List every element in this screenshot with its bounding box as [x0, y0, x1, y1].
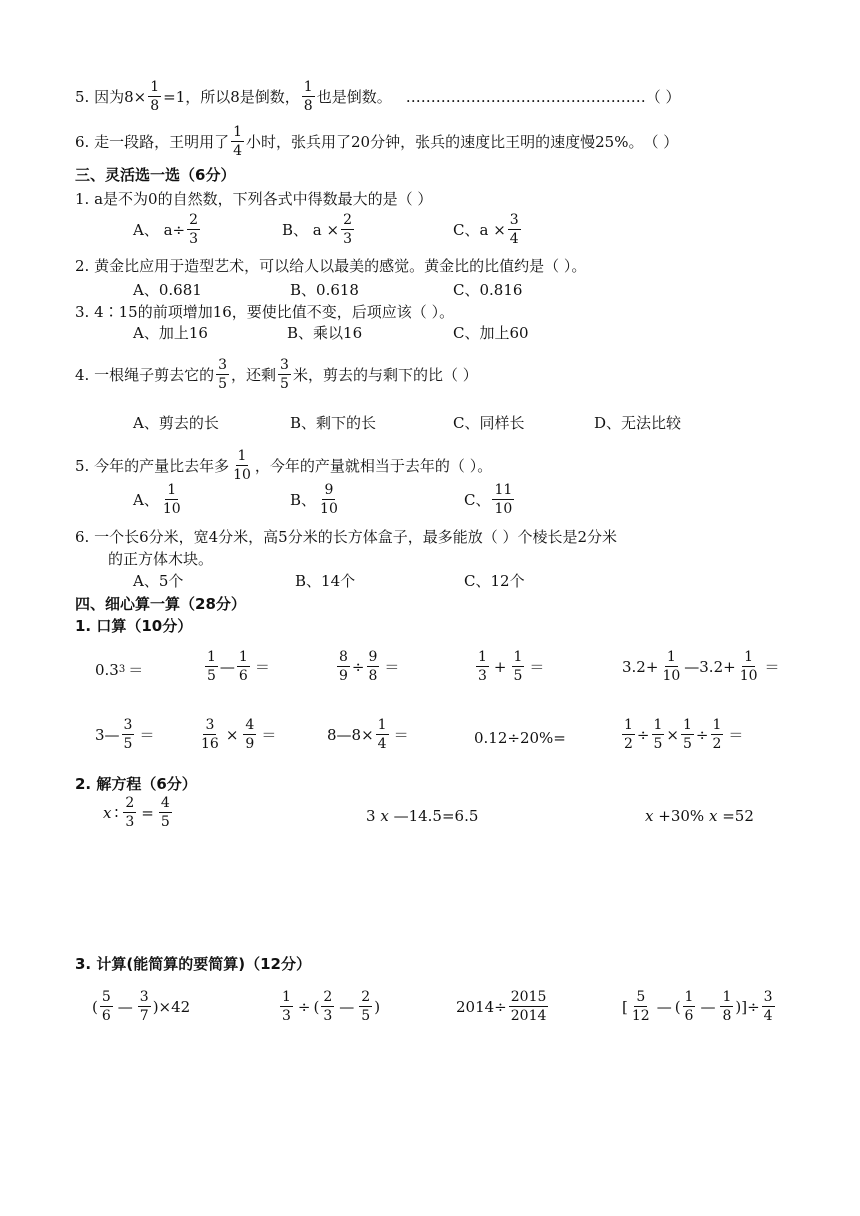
choice-q6-option-b[interactable]: B、14个 [295, 572, 356, 590]
sec4-c1-f2d: 7 [139, 1008, 149, 1024]
sec4-c3-fn: 2015 [510, 989, 547, 1005]
sec4-oral-e10-f2n: 1 [653, 717, 663, 733]
sec4-oral-e10-f4n: 1 [712, 717, 722, 733]
oral-e9: 0.12÷20%= [474, 729, 566, 747]
sec4-oral-e6-fd: 5 [123, 736, 133, 752]
choice-q3-option-b[interactable]: B、乘以16 [287, 324, 363, 342]
answer-paren[interactable]: （ ） [645, 87, 681, 106]
choice-q6-line1: 6. 一个长6分米，宽4分米，高5分米的长方体盒子，最多能放（ ）个棱长是2分米 [75, 528, 618, 546]
sec4-oral-e7-f2n: 4 [245, 717, 255, 733]
sec4-c4-lb: [ [622, 997, 628, 1016]
judge-q6-f-den: 4 [233, 143, 243, 159]
sec4-c4-rb: ]÷ [741, 997, 760, 1016]
choice-q5 [75, 449, 492, 482]
sec4-oral-e3-f1d: 9 [339, 668, 348, 684]
fraction [738, 650, 760, 683]
sec4-c4-f3d: 8 [722, 1008, 732, 1024]
judge-q5 [75, 80, 681, 113]
fraction [720, 990, 733, 1023]
calc-4 [622, 990, 777, 1023]
sec4-eq2-x: x [380, 807, 389, 825]
choice-q5-option-b[interactable] [290, 483, 342, 516]
sec4-c4-f4d: 4 [763, 1008, 773, 1024]
sec3-q4-f1-den: 5 [218, 376, 228, 392]
fraction [622, 718, 635, 751]
choice-q2-option-c[interactable]: C、0.816 [453, 281, 523, 299]
choice-q5-option-a[interactable] [133, 483, 185, 516]
sec4-c2-f1d: 3 [282, 1008, 291, 1024]
fraction [237, 650, 250, 683]
choice-q4-option-a[interactable]: A、剪去的长 [133, 414, 219, 432]
fraction [509, 990, 549, 1023]
choice-q3-option-c[interactable]: C、加上60 [453, 324, 529, 342]
sec4-c4-lp: ( [674, 997, 681, 1016]
choice-q2: 2. 黄金比应用于造型艺术，可以给人以最美的感觉。黄金比的比值约是（ ）。 [75, 257, 587, 275]
sec4-c4-f2n: 1 [684, 989, 694, 1005]
sec4-oral-e1-base: 0.3 [95, 661, 119, 679]
sec4-c4-f2d: 6 [684, 1008, 694, 1024]
sec3-q1-c-pre: C、a × [453, 220, 506, 239]
fraction [280, 990, 293, 1023]
sec3-q5-a-num: 1 [167, 482, 177, 498]
sec4-oral-e10-f1d: 2 [624, 736, 633, 752]
sec4-oral-e10-eq: ＝ [728, 725, 744, 744]
choice-q1-option-b[interactable] [282, 213, 356, 246]
calc-2 [278, 990, 380, 1023]
sec4-c2-op2: — [339, 997, 355, 1016]
sec4-eq2-a: 3 [366, 807, 376, 825]
sec4-oral-e1-eq: ＝ [128, 661, 144, 679]
sec4-c3-fd: 2014 [510, 1008, 547, 1024]
sec4-oral-e5-eq: ＝ [764, 657, 780, 676]
sec4-oral-e10-op2: × [666, 725, 679, 744]
sec4-oral-e2-eq: ＝ [254, 657, 270, 676]
sec4-oral-e7-f1n: 3 [205, 717, 215, 733]
sec4-c2-f3d: 5 [361, 1008, 371, 1024]
sec4-eq3-x1: x [645, 807, 654, 825]
fraction [711, 718, 724, 751]
fraction [492, 483, 514, 516]
choice-q6-option-c[interactable]: C、12个 [464, 572, 525, 590]
fraction [159, 796, 172, 829]
sec4-oral-e8-a: 8—8× [327, 725, 374, 744]
sec4-oral-e3-f1n: 8 [339, 649, 348, 665]
sec4-eq3-post: =52 [722, 807, 754, 825]
sec4-eq1-f2d: 5 [160, 814, 170, 830]
choice-q5-option-c[interactable] [464, 483, 516, 516]
sec3-q5-f-num: 1 [237, 448, 247, 464]
equation-2 [366, 806, 478, 826]
choice-q6-option-a[interactable]: A、5个 [133, 572, 184, 590]
sec4-c1-lp: ( [92, 997, 98, 1016]
sec4-oral-e5-f1d: 10 [662, 668, 681, 684]
sec3-q4-mid: ，还剩 [231, 365, 277, 384]
sec4-oral-e10-f4d: 2 [712, 736, 722, 752]
fraction [683, 990, 696, 1023]
choice-q4 [75, 358, 478, 391]
fraction [318, 483, 340, 516]
sec4-oral-e7-op: × [225, 725, 239, 744]
fraction [148, 80, 161, 113]
sec4-eq3-mid: +30% [658, 807, 705, 825]
fraction [216, 358, 229, 391]
sec4-oral-e10-f2d: 5 [653, 736, 663, 752]
oral-e5 [622, 650, 783, 683]
choice-q6-line2: 的正方体木块。 [108, 550, 214, 568]
sec4-oral-e10-f3n: 1 [683, 717, 692, 733]
fraction [231, 449, 253, 482]
sec4-eq1-f2n: 4 [160, 795, 170, 811]
oral-e1 [95, 660, 146, 680]
fraction [337, 650, 350, 683]
fraction [205, 650, 218, 683]
sec4-oral-e10-f3d: 5 [683, 736, 692, 752]
sec4-oral-e10-f1n: 1 [624, 717, 633, 733]
sec3-q1-c-den: 4 [509, 231, 519, 247]
sec4-oral-e7-eq: ＝ [261, 725, 277, 744]
judge-q5-mid: =1，所以8是倒数， [163, 87, 300, 106]
sec4-c1-f1n: 5 [101, 989, 111, 1005]
sec3-q1-b-pre: B、 a × [282, 220, 340, 239]
choice-q4-option-d[interactable]: D、无法比较 [594, 414, 682, 432]
sec3-q5-pre: 5. 今年的产量比去年多 [75, 456, 230, 475]
sec3-q1-a-pre: A、 a÷ [133, 220, 186, 239]
fraction [243, 718, 256, 751]
sec4-c2-f2d: 3 [323, 1008, 333, 1024]
judge-q5-b-num: 1 [303, 79, 313, 95]
sec4-oral-e5-f2d: 10 [739, 668, 758, 684]
fraction [341, 213, 354, 246]
fraction [302, 80, 315, 113]
sec4-oral-e3-op: ÷ [351, 657, 365, 676]
choice-q3-option-a[interactable]: A、加上16 [133, 324, 208, 342]
sec4-c3-a: 2014÷ [456, 997, 507, 1016]
fraction [231, 125, 244, 158]
sec3-q4-pre: 4. 一根绳子剪去它的 [75, 365, 215, 384]
oral-e6 [95, 718, 157, 751]
oral-e3 [335, 650, 402, 683]
fraction [187, 213, 200, 246]
fraction [660, 650, 682, 683]
equation-title: 2. 解方程（6分） [75, 775, 197, 793]
choice-q2-option-a[interactable]: A、0.681 [133, 281, 202, 299]
sec3-q5-b-pre: B、 [290, 490, 317, 509]
sec3-q1-b-num: 2 [343, 212, 352, 228]
sec3-q5-c-den: 10 [494, 501, 513, 517]
sec4-eq1-f1n: 2 [125, 795, 135, 811]
sec3-q4-f2-num: 3 [280, 357, 289, 373]
calc-1 [92, 990, 190, 1023]
fraction [359, 990, 372, 1023]
choice-q1-option-c[interactable] [453, 213, 523, 246]
oral-e4 [474, 650, 547, 683]
sec4-c1-f1d: 6 [101, 1008, 111, 1024]
sec4-oral-e4-f2d: 5 [513, 668, 523, 684]
sec4-oral-e8-fn: 1 [377, 717, 387, 733]
judge-q6-pre: 6. 走一段路，王明用了 [75, 132, 230, 151]
fraction [100, 990, 113, 1023]
sec4-oral-e10-op3: ÷ [695, 725, 709, 744]
sec4-eq3-x2: x [708, 807, 718, 825]
sec4-c1-op: — [117, 997, 133, 1016]
sec3-q4-f2-den: 5 [280, 376, 289, 392]
sec4-oral-e4-f2n: 1 [513, 649, 523, 665]
sec4-oral-e2-f2n: 1 [238, 649, 248, 665]
sec3-q5-b-num: 9 [324, 482, 334, 498]
sec3-q5-post: ，今年的产量就相当于去年的（ ）。 [254, 456, 493, 475]
sec4-oral-e8-fd: 4 [377, 736, 387, 752]
answer-paren[interactable]: （ ） [643, 132, 679, 151]
fraction [652, 718, 665, 751]
fraction [630, 990, 652, 1023]
equation-3 [645, 806, 754, 826]
judge-q5-a-num: 1 [150, 79, 160, 95]
choice-q1: 1. a是不为0的自然数，下列各式中得数最大的是（ ） [75, 190, 433, 208]
fraction [122, 718, 135, 751]
sec4-oral-e4-f1d: 3 [478, 668, 487, 684]
sec4-c4-f1d: 12 [631, 1008, 650, 1024]
fraction [321, 990, 334, 1023]
sec4-oral-e1-exp: 3 [118, 664, 126, 675]
sec4-c4-op: — [656, 997, 672, 1016]
choice-q4-option-b[interactable]: B、剩下的长 [290, 414, 377, 432]
judge-q6-post: 小时，张兵用了20分钟，张兵的速度比王明的速度慢25%。 [246, 132, 644, 151]
choice-q2-option-b[interactable]: B、0.618 [290, 281, 359, 299]
leader-dots: ………………………………………… [405, 87, 646, 106]
sec4-c1-rp: )×42 [152, 997, 191, 1016]
sec3-q5-b-den: 10 [320, 501, 338, 517]
sec4-c2-f2n: 2 [323, 989, 333, 1005]
sec4-c4-f1n: 5 [636, 989, 646, 1005]
sec4-oral-e3-f2d: 8 [368, 668, 378, 684]
judge-q6 [75, 125, 678, 158]
fraction [138, 990, 151, 1023]
sec4-oral-e5-a: 3.2+ [622, 657, 659, 676]
sec4-oral-e10-op1: ÷ [636, 725, 650, 744]
sec4-c1-f2n: 3 [139, 989, 149, 1005]
sec3-q1-a-num: 2 [189, 212, 199, 228]
sec4-oral-e7-f2d: 9 [245, 736, 255, 752]
oral-e2 [203, 650, 273, 683]
choice-q4-option-c[interactable]: C、同样长 [453, 414, 525, 432]
sec4-eq1-eq: = [141, 803, 154, 822]
oral-e8 [327, 718, 412, 751]
judge-q6-f-num: 1 [233, 124, 243, 140]
sec4-c2-op: ÷ [297, 997, 311, 1016]
sec4-oral-e6-a: 3— [95, 725, 120, 744]
sec4-oral-e7-f1d: 16 [201, 736, 219, 752]
sec4-eq2-b: —14.5=6.5 [393, 807, 479, 825]
fraction [681, 718, 694, 751]
sec4-oral-e5-b: —3.2+ [684, 657, 736, 676]
sec4-c4-f3n: 1 [722, 989, 732, 1005]
section-4-title: 四、细心算一算（28分） [75, 595, 246, 613]
sec3-q5-a-pre: A、 [133, 490, 159, 509]
judge-q5-pre: 5. 因为8× [75, 87, 147, 106]
sec4-eq1-colon: ∶ [114, 803, 119, 822]
fraction [512, 650, 525, 683]
judge-q5-a-den: 8 [150, 98, 160, 114]
sec3-q5-c-num: 11 [494, 482, 513, 498]
sec4-eq1-f1d: 3 [125, 814, 135, 830]
sec4-oral-e4-eq: ＝ [529, 657, 545, 676]
sec4-oral-e8-eq: ＝ [393, 725, 409, 744]
choice-q3: 3. 4∶15的前项增加16，要使比值不变，后项应该（ ）。 [75, 303, 455, 321]
sec3-q5-a-den: 10 [162, 501, 181, 517]
choice-q1-option-a[interactable] [133, 213, 202, 246]
sec4-oral-e6-fn: 3 [123, 717, 133, 733]
fraction [161, 483, 183, 516]
fraction [476, 650, 489, 683]
sec4-c2-f1n: 1 [282, 989, 291, 1005]
fraction [762, 990, 775, 1023]
sec4-oral-e2-f2d: 6 [238, 668, 248, 684]
sec4-c2-f3n: 2 [361, 989, 371, 1005]
sec4-oral-e5-f2n: 1 [744, 649, 754, 665]
sec4-c4-op2: — [700, 997, 716, 1016]
sec3-q5-f-den: 10 [233, 467, 251, 483]
sec4-oral-e4-op: + [493, 657, 507, 676]
oral-e7 [197, 718, 279, 751]
fraction [278, 358, 291, 391]
sec4-c4-rp: ) [735, 997, 742, 1016]
sec3-q1-c-num: 3 [509, 212, 519, 228]
sec4-c2-lp: ( [313, 997, 320, 1016]
judge-q5-post: 也是倒数。 [316, 87, 392, 106]
sec4-oral-e2-f1d: 5 [207, 668, 216, 684]
sec3-q1-b-den: 3 [343, 231, 352, 247]
sec3-q1-a-den: 3 [189, 231, 199, 247]
fraction [508, 213, 521, 246]
sec3-q4-post: 米，剪去的与剩下的比（ ） [292, 365, 478, 384]
section-3-title: 三、灵活选一选（6分） [75, 166, 236, 184]
fraction [367, 650, 380, 683]
judge-q5-b-den: 8 [303, 98, 313, 114]
calc-title: 3. 计算(能简算的要简算)（12分） [75, 955, 311, 973]
sec4-oral-e3-eq: ＝ [384, 657, 400, 676]
sec4-oral-e6-eq: ＝ [139, 725, 155, 744]
sec4-oral-e3-f2n: 9 [368, 649, 378, 665]
sec4-eq1-x: x [103, 803, 112, 822]
sec3-q5-c-pre: C、 [464, 490, 491, 509]
fraction [123, 796, 136, 829]
oral-e10 [620, 718, 746, 751]
fraction [199, 718, 221, 751]
sec4-c2-rp: ) [374, 997, 381, 1016]
equation-1 [103, 796, 174, 829]
calc-3 [456, 990, 550, 1023]
sec4-oral-e2-f1n: 1 [207, 649, 216, 665]
oral-title: 1. 口算（10分） [75, 617, 193, 635]
sec4-oral-e5-f1n: 1 [666, 649, 676, 665]
sec4-oral-e4-f1n: 1 [478, 649, 487, 665]
sec4-c4-f4n: 3 [763, 989, 773, 1005]
sec4-oral-e2-op: — [219, 657, 235, 676]
sec3-q4-f1-num: 3 [218, 357, 228, 373]
fraction [376, 718, 389, 751]
